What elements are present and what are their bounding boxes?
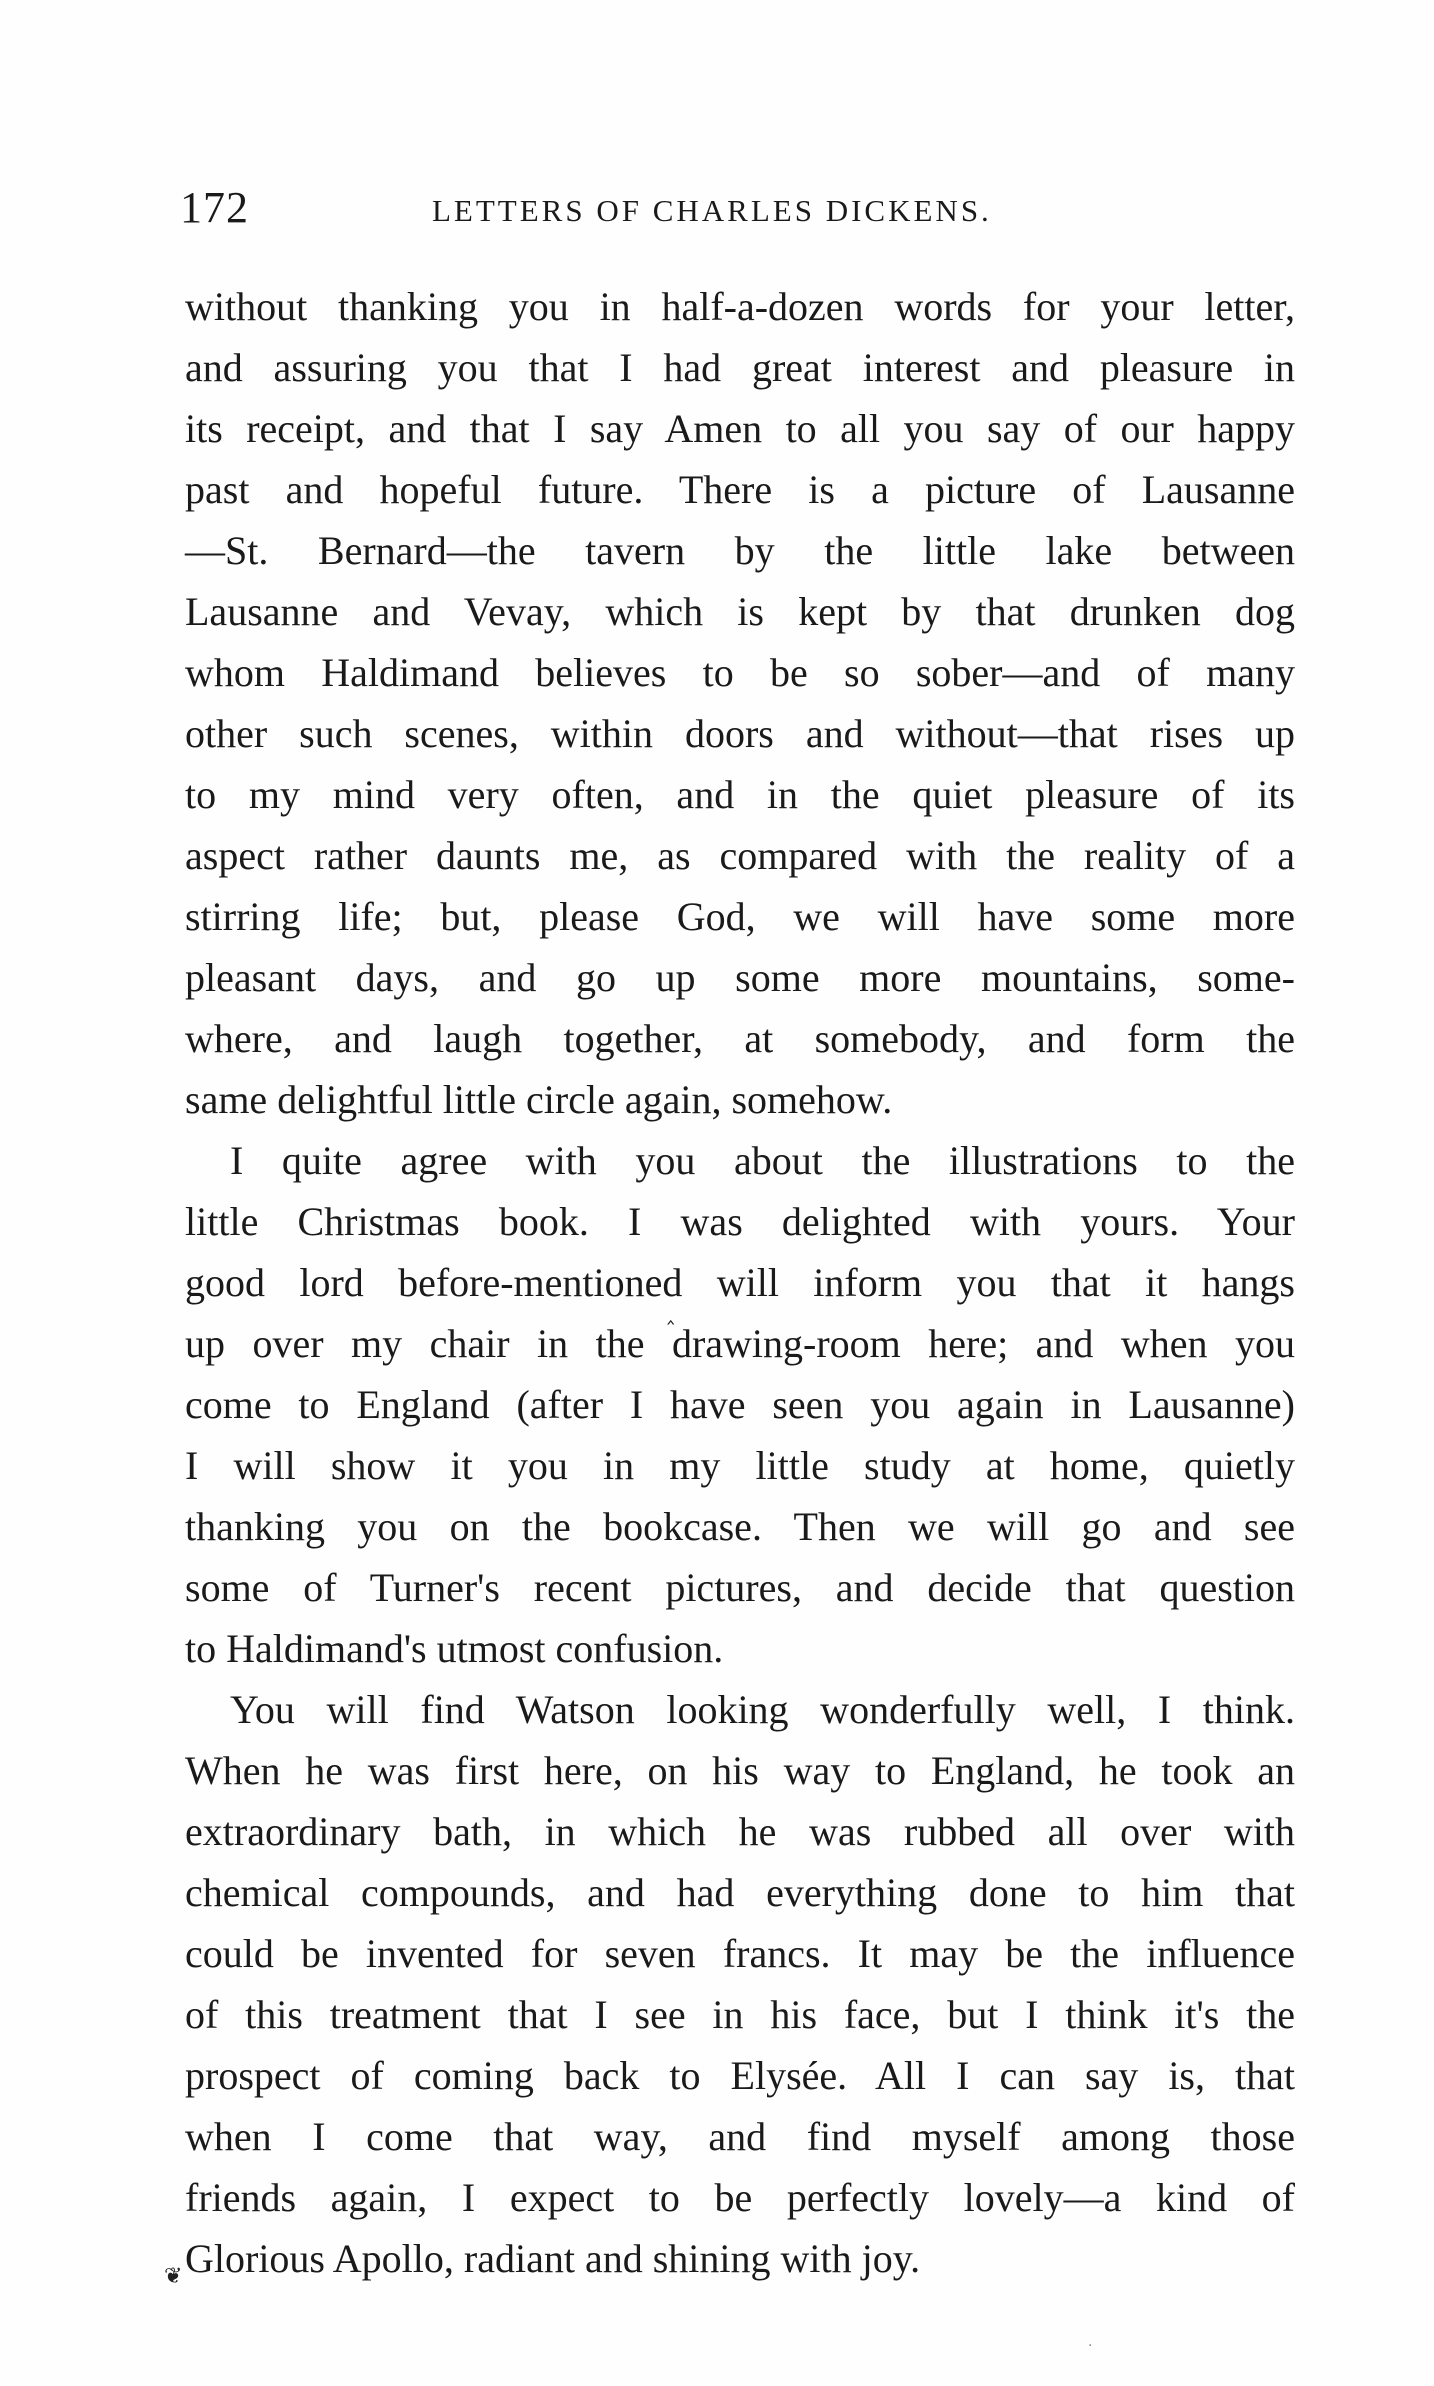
body-text — [185, 276, 1295, 2289]
text-line: when I come that way, and find myself among those — [185, 2114, 1295, 2159]
running-title: LETTERS OF CHARLES DICKENS. — [432, 193, 992, 228]
text-line: When he was first here, on his way to England, he took an — [185, 1748, 1295, 1793]
text-line: its receipt, and that I say Amen to all you say of our happy — [185, 406, 1295, 451]
caret-mark: ‸ — [667, 1300, 675, 1325]
speck-mark: · — [1088, 2338, 1093, 2354]
text-line: up over my chair in the drawing-room here; and when you — [185, 1321, 1295, 1366]
text-line: without thanking you in half-a-dozen words for your letter, — [185, 284, 1295, 329]
text-line: other such scenes, within doors and without—that rises up — [185, 711, 1295, 756]
fleuron-mark: ❦ — [164, 2264, 183, 2289]
text-line: I will show it you in my little study at home, quietly — [185, 1443, 1295, 1488]
text-line: thanking you on the bookcase. Then we will go and see — [185, 1504, 1295, 1549]
text-line: some of Turner's recent pictures, and decide that question — [185, 1565, 1295, 1610]
text-line: stirring life; but, please God, we will have some more — [185, 894, 1295, 939]
text-line: good lord before-mentioned will inform you that it hangs — [185, 1260, 1295, 1305]
text-line: chemical compounds, and had everything done to him that — [185, 1870, 1295, 1915]
text-line: pleasant days, and go up some more mountains, some- — [185, 955, 1295, 1000]
text-line: extraordinary bath, in which he was rubbed all over with — [185, 1809, 1295, 1854]
text-line: —St. Bernard—the tavern by the little lake between — [185, 528, 1295, 573]
text-line: to Haldimand's utmost confusion. — [185, 1626, 724, 1671]
page-header — [180, 178, 1050, 238]
text-line: little Christmas book. I was delighted with yours. Your — [185, 1199, 1295, 1244]
text-line: past and hopeful future. There is a picture of Lausanne — [185, 467, 1295, 512]
text-line: and assuring you that I had great interest and pleasure in — [185, 345, 1295, 390]
text-line: same delightful little circle again, somehow. — [185, 1077, 893, 1122]
page-number: 172 — [180, 183, 249, 232]
text-line: come to England (after I have seen you again in Lausanne) — [185, 1382, 1295, 1427]
text-line: You will find Watson looking wonderfully well, I think. — [230, 1687, 1295, 1732]
text-line: where, and laugh together, at somebody, and form the — [185, 1016, 1295, 1061]
text-line: aspect rather daunts me, as compared with the reality of a — [185, 833, 1295, 878]
text-line: Glorious Apollo, radiant and shining with joy. — [185, 2236, 921, 2281]
text-line: friends again, I expect to be perfectly lovely—a kind of — [185, 2175, 1295, 2220]
text-line: of this treatment that I see in his face, but I think it's the — [185, 1992, 1295, 2037]
paragraph-3 — [185, 1679, 1295, 2289]
text-line: whom Haldimand believes to be so sober—and of many — [185, 650, 1295, 695]
text-line: to my mind very often, and in the quiet pleasure of its — [185, 772, 1295, 817]
text-line: could be invented for seven francs. It may be the influence — [185, 1931, 1295, 1976]
text-line: Lausanne and Vevay, which is kept by that drunken dog — [185, 589, 1295, 634]
paragraph-1 — [185, 276, 1295, 1130]
text-line: prospect of coming back to Elysée. All I can say is, that — [185, 2053, 1295, 2098]
paragraph-2 — [185, 1130, 1295, 1679]
text-line: I quite agree with you about the illustrations to the — [230, 1138, 1295, 1183]
